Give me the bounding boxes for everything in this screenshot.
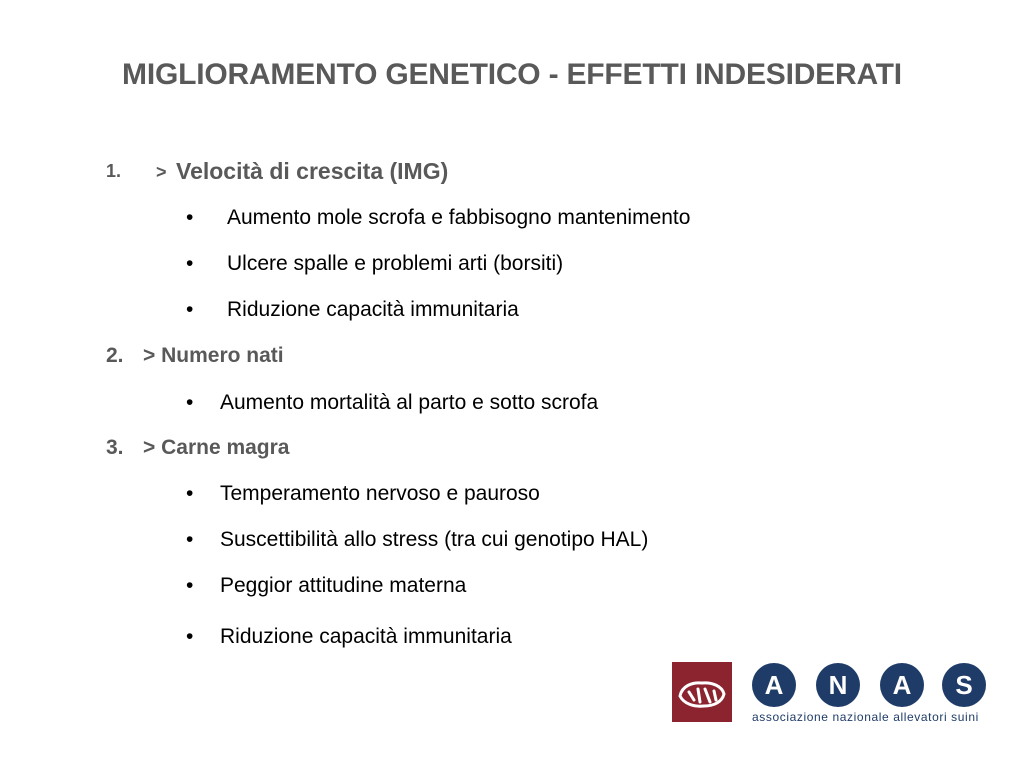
bullet-text: Temperamento nervoso e pauroso: [220, 482, 540, 505]
bullet-marker: •: [186, 528, 194, 551]
logo-letter-s: S: [942, 663, 986, 707]
bullet-text: Riduzione capacità immunitaria: [220, 625, 512, 648]
bullet-text: Riduzione capacità immunitaria: [227, 298, 519, 321]
slide-title: MIGLIORAMENTO GENETICO - EFFETTI INDESIDERATI: [122, 58, 902, 91]
bullet-text: Ulcere spalle e problemi arti (borsiti): [227, 252, 564, 275]
section-number: 1.: [106, 161, 122, 181]
bullet-text: Aumento mortalità al parto e sotto scrofa: [220, 391, 599, 414]
section-number: 2.: [106, 344, 124, 367]
section-number: 3.: [106, 436, 124, 459]
section-heading: Velocità di crescita (IMG): [176, 158, 449, 184]
section-heading: > Numero nati: [143, 344, 284, 367]
bullet-marker: •: [186, 625, 194, 648]
section-heading-prefix: >: [156, 162, 167, 182]
logo-letter-a: A: [752, 663, 796, 707]
anas-logo: [672, 662, 992, 724]
logo-letter-n: N: [816, 663, 860, 707]
bullet-marker: •: [186, 391, 194, 414]
bullet-marker: •: [186, 298, 194, 321]
bullet-marker: •: [186, 574, 194, 597]
bullet-marker: •: [186, 482, 194, 505]
pig-emblem-icon: [672, 662, 732, 722]
bullet-marker: •: [186, 206, 194, 229]
section-heading: > Carne magra: [143, 436, 290, 459]
anas-emblem-logo: [672, 662, 732, 722]
logo-letter-a-2: A: [880, 663, 924, 707]
logo-tagline: associazione nazionale allevatori suini: [752, 710, 979, 724]
bullet-marker: •: [186, 252, 194, 275]
bullet-text: Aumento mole scrofa e fabbisogno mantenimento: [227, 206, 691, 229]
bullet-text: Peggior attitudine materna: [220, 574, 467, 597]
bullet-text: Suscettibilità allo stress (tra cui genotipo HAL): [220, 528, 649, 551]
